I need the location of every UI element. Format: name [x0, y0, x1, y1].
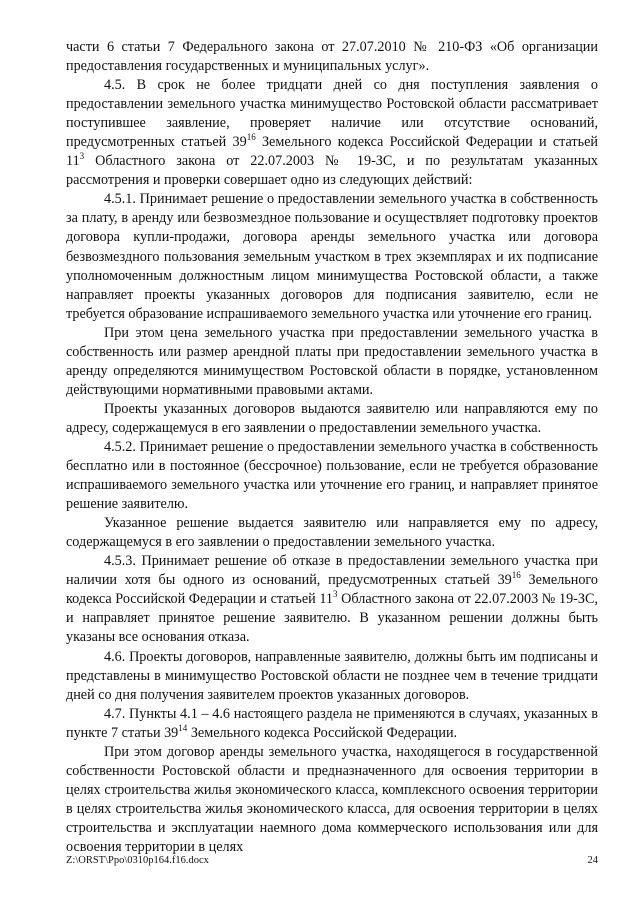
footer-file-path: Z:\ORST\Ppo\0310p164.f16.docx [66, 855, 209, 866]
paragraph: 4.7. Пункты 4.1 – 4.6 настоящего раздела не применяются в случаях, указанных в пункте 7 статьи $39^{14}$ Земельного кодекса Российской Федерации. [66, 705, 598, 741]
page-number: 24 [587, 855, 598, 866]
paragraph: При этом договор аренды земельного участка, находящегося в государственной собственности Ростовской области и предназначенного для освоения территории в целях строительства жилья экономического класса, комплексного освоения территории в целях строительства жилья экономического класса, для освоения территории в целях строительства и эксплуатации наемного дома коммерческого использования или для освоения территории в целях [66, 743, 598, 855]
paragraph: 4.5.1. Принимает решение о предоставлении земельного участка в собственность за плату, в аренду или безвозмездное пользование и осуществляет подготовку проектов договора купли-продажи, договора аренды земельного участка или договора безвозмездного пользования земельным участком в трех экземплярах и их подписание уполномоченным должностным лицом минимущества Ростовской области, а также направляет проекты указанных договоров для подписания заявителю, если не требуется образование испрашиваемого земельного участка или уточнение его границ. [66, 191, 598, 322]
paragraph: Проекты указанных договоров выдаются заявителю или направляются ему по адресу, содержащемуся в его заявлении о предоставлении земельного участка. [66, 400, 598, 436]
superscript: 14 [178, 722, 188, 733]
paragraph: 4.5.2. Принимает решение о предоставлении земельного участка в собственность бесплатно или в постоянное (бессрочное) пользование, если не требуется образование испрашиваемого земельного участка или уточнение его границ, и направляет принятое решение заявителю. [66, 438, 598, 513]
paragraph: Указанное решение выдается заявителю или направляется ему по адресу, содержащемуся в его заявлении о предоставлении земельного участка. [66, 515, 598, 551]
superscript: 16 [511, 570, 521, 581]
document-body [66, 38, 598, 857]
superscript: 3 [333, 589, 338, 600]
paragraph: части 6 статьи 7 Федерального закона от 27.07.2010 № 210-ФЗ «Об организации предоставления государственных и муниципальных услуг». [66, 39, 598, 75]
page-footer [66, 855, 598, 866]
paragraph: 4.6. Проекты договоров, направленные заявителю, должны быть им подписаны и представлены в минимущество Ростовской области не позднее чем в течение тридцати дней со дня получения заявителем проектов указанных договоров. [66, 648, 598, 703]
paragraph: При этом цена земельного участка при предоставлении земельного участка в собственность или размер арендной платы при предоставлении земельного участка в аренду определяются минимуществом Ростовской области в порядке, установленном действующими нормативными правовыми актами. [66, 324, 598, 398]
paragraph: 4.5. В срок не более тридцати дней со дня поступления заявления о предоставлении земельного участка минимущество Ростовской области рассматривает поступившее заявление, проверяет наличие или отсутствие оснований, предусмотренных статьей $39^{16}$ Земельного кодекса Российской Федерации и статьей $11^3$ Областного закона от 22.07.2003 № 19-ЗС, и по результатам указанных рассмотрения и проверки совершает одно из следующих действий: [66, 77, 598, 189]
superscript: 3 [79, 151, 85, 162]
paragraph: 4.5.3. Принимает решение об отказе в предоставлении земельного участка при наличии хотя бы одного из оснований, предусмотренных статьей $39^{16}$ Земельного кодекса Российской Федерации и статьей $11^3$ Областного закона от 22.07.2003 № 19-ЗС, и направляет принятое решение заявителю. В указанном решении должны быть указаны все основания отказа. [66, 553, 598, 646]
superscript: 16 [246, 132, 256, 143]
